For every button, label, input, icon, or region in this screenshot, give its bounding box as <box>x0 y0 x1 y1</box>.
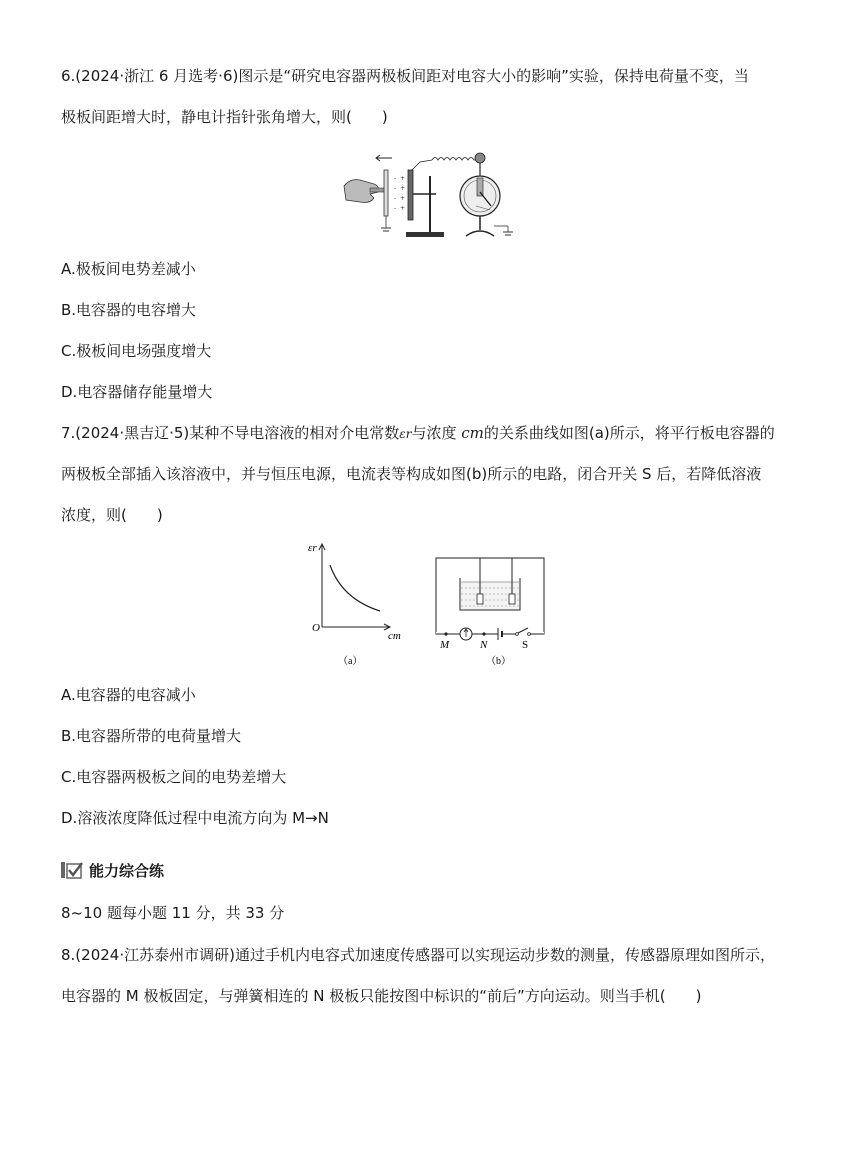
figure-b-circuit <box>430 550 550 670</box>
fig-b-label-n: N <box>480 639 488 651</box>
q8-stem-text: 电容器的 M 极板固定，与弹簧相连的 N 极板只能按图中标识的“前后”方向运动。则当手机( <box>61 987 666 1005</box>
q7-stem-text-2: 与浓度 <box>411 424 457 442</box>
q6-option-d[interactable]: D.电容器储存能量增大 <box>61 383 213 401</box>
q7-stem-line2: 两极板全部插入该溶液中，并与恒压电源，电流表等构成如图(b)所示的电路，闭合开关 S 后，若降低溶液 <box>61 465 762 483</box>
q7-option-a[interactable]: A.电容器的电容减小 <box>61 686 196 704</box>
c-m-symbol: cm <box>461 424 484 442</box>
fig-a-origin: O <box>312 622 320 634</box>
q6-paren-close: ) <box>381 108 388 126</box>
fig-a-xlabel: cm <box>388 630 401 642</box>
svg-text:+: + <box>400 175 406 182</box>
section-header <box>61 859 164 881</box>
fig-b-label-m: M <box>440 639 450 651</box>
q7-option-c[interactable]: C.电容器两极板之间的电势差增大 <box>61 768 287 786</box>
fig-a-ylabel: εr <box>308 542 317 554</box>
q7-option-b[interactable]: B.电容器所带的电荷量增大 <box>61 727 242 745</box>
q8-stem-line1: 8.(2024·江苏泰州市调研)通过手机内电容式加速度传感器可以实现运动步数的测量，传感器原理如图所示， <box>61 946 775 964</box>
svg-text:+: + <box>400 205 406 212</box>
q6-stem-line2 <box>61 107 388 127</box>
svg-text:-: - <box>394 205 397 212</box>
svg-text:+: + <box>400 185 406 192</box>
q8-stem-line2 <box>61 986 702 1006</box>
score-info: 8~10 题每小题 11 分，共 33 分 <box>61 904 285 922</box>
q6-option-b[interactable]: B.电容器的电容增大 <box>61 301 197 319</box>
fig-b-label-s: S <box>522 639 529 651</box>
fig-b-caption: （b） <box>486 656 511 667</box>
q6-stem-line1: 6.(2024·浙江 6 月选考·6)图示是“研究电容器两极板间距对电容大小的影响”实验，保持电荷量不变，当 <box>61 67 749 85</box>
q7-stem-text: 浓度，则( <box>61 506 127 524</box>
section-title: 能力综合练 <box>89 861 165 880</box>
svg-text:-: - <box>394 185 397 192</box>
svg-text:-: - <box>394 195 397 202</box>
q7-option-d[interactable]: D.溶液浓度降低过程中电流方向为 M→N <box>61 809 329 827</box>
q6-option-a[interactable]: A.极板间电势差减小 <box>61 260 196 278</box>
checklist-icon <box>61 861 83 879</box>
figure-a-curve <box>302 537 412 669</box>
svg-text:-: - <box>394 175 397 182</box>
fig-a-caption: （a） <box>338 656 363 667</box>
q7-paren-close: ) <box>156 506 163 524</box>
q7-stem-text-1: 7.(2024·黑吉辽·5)某种不导电溶液的相对介电常数 <box>61 424 400 442</box>
q8-paren-close: ) <box>695 987 702 1005</box>
q7-stem-line1 <box>61 423 775 444</box>
q6-option-c[interactable]: C.极板间电场强度增大 <box>61 342 212 360</box>
q6-stem-text: 极板间距增大时，静电计指针张角增大，则( <box>61 108 352 126</box>
q7-stem-text-3: 的关系曲线如图(a)所示，将平行板电容器的 <box>483 424 775 442</box>
svg-text:+: + <box>400 195 406 202</box>
q7-stem-line3 <box>61 505 163 525</box>
epsilon-r-symbol: εr <box>399 427 412 441</box>
electrometer-experiment-figure <box>340 148 522 240</box>
